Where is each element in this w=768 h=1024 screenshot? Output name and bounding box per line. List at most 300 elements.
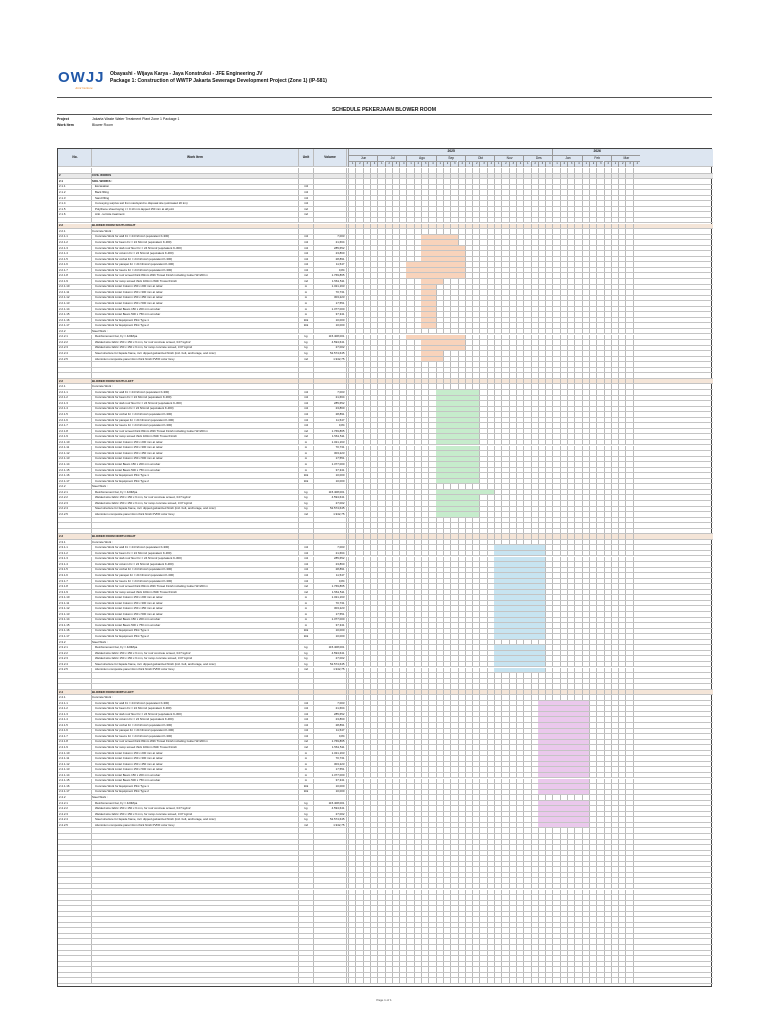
week-line <box>392 668 393 673</box>
week-line <box>582 418 583 423</box>
week-line <box>436 656 437 661</box>
week-line <box>552 268 553 273</box>
week-line <box>487 174 488 179</box>
row-no: 2.2.2.4 <box>58 507 91 512</box>
week-line <box>370 412 371 417</box>
week-line <box>436 601 437 606</box>
week-line <box>625 523 626 528</box>
week-line <box>392 207 393 212</box>
gantt-bar <box>436 390 480 395</box>
row-unit: kg <box>298 501 313 506</box>
gantt-bar <box>538 701 589 706</box>
week-line <box>633 623 634 628</box>
week-line <box>465 662 466 667</box>
week-line <box>465 529 466 534</box>
week-line <box>355 229 356 234</box>
week-line <box>538 396 539 401</box>
week-line <box>406 573 407 578</box>
week-line <box>370 373 371 378</box>
week-line <box>363 196 364 201</box>
week-line <box>348 418 349 423</box>
week-line <box>604 251 605 256</box>
week-line <box>487 484 488 489</box>
week-line <box>443 618 444 623</box>
week-line <box>399 362 400 367</box>
col-line <box>346 196 347 201</box>
week-line <box>552 179 553 184</box>
week-line <box>494 185 495 190</box>
week-line <box>348 229 349 234</box>
week-line <box>604 490 605 495</box>
week-line <box>531 451 532 456</box>
week-line <box>501 540 502 545</box>
week-line <box>516 357 517 362</box>
week-line <box>604 623 605 628</box>
row-work-item <box>91 679 298 684</box>
row-unit <box>298 640 313 645</box>
week-line <box>370 390 371 395</box>
week-line <box>633 629 634 634</box>
week-line <box>516 640 517 645</box>
week-line <box>567 251 568 256</box>
row-unit <box>298 518 313 523</box>
week-line <box>633 351 634 356</box>
week-line <box>428 623 429 628</box>
week-line <box>618 690 619 695</box>
week-line <box>428 179 429 184</box>
week-line <box>472 224 473 229</box>
week-line <box>618 390 619 395</box>
week-line <box>625 512 626 517</box>
week-line <box>633 262 634 267</box>
week-line <box>348 473 349 478</box>
week-line <box>385 296 386 301</box>
week-line <box>516 190 517 195</box>
week-line <box>604 562 605 567</box>
week-line <box>414 634 415 639</box>
row-unit: m <box>298 612 313 617</box>
week-line <box>348 568 349 573</box>
week-line <box>348 429 349 434</box>
week-line <box>436 640 437 645</box>
row-no: 2.2.1.10 <box>58 440 91 445</box>
week-line <box>465 351 466 356</box>
week-line <box>574 507 575 512</box>
week-line <box>633 268 634 273</box>
week-line <box>560 407 561 412</box>
week-line <box>545 540 546 545</box>
week-line <box>516 201 517 206</box>
week-line <box>428 634 429 639</box>
week-line <box>509 679 510 684</box>
week-line <box>472 229 473 234</box>
week-line <box>611 434 612 439</box>
week-line <box>443 551 444 556</box>
week-line <box>392 251 393 256</box>
week-line <box>348 240 349 245</box>
week-line <box>582 679 583 684</box>
col-line <box>346 440 347 445</box>
week-line <box>472 540 473 545</box>
week-line <box>458 224 459 229</box>
week-line <box>567 673 568 678</box>
week-line <box>545 301 546 306</box>
week-line <box>385 290 386 295</box>
week-line <box>406 645 407 650</box>
week-line <box>436 373 437 378</box>
week-line <box>458 545 459 550</box>
week-line <box>618 595 619 600</box>
header-week: 2 <box>501 161 508 167</box>
week-line <box>625 623 626 628</box>
week-line <box>370 606 371 611</box>
col-line <box>346 240 347 245</box>
week-line <box>611 651 612 656</box>
week-line <box>363 457 364 462</box>
week-line <box>611 285 612 290</box>
header-week: 4 <box>516 161 523 167</box>
week-line <box>377 495 378 500</box>
week-line <box>443 174 444 179</box>
week-line <box>348 584 349 589</box>
week-line <box>596 695 597 700</box>
week-line <box>399 407 400 412</box>
week-line <box>348 562 349 567</box>
row-no: 2.3.2.3 <box>58 656 91 661</box>
week-line <box>494 412 495 417</box>
week-line <box>589 229 590 234</box>
week-line <box>377 357 378 362</box>
week-line <box>377 407 378 412</box>
week-line <box>582 401 583 406</box>
week-line <box>545 440 546 445</box>
week-line <box>625 451 626 456</box>
week-line <box>355 595 356 600</box>
row-work-item: Concrete Work Lintel Beam 500 x 750 mm at rebar <box>91 468 298 473</box>
week-line <box>399 251 400 256</box>
week-line <box>355 351 356 356</box>
header-week: 2 <box>385 161 392 167</box>
week-line <box>567 179 568 184</box>
week-line <box>479 495 480 500</box>
week-line <box>472 168 473 173</box>
week-line <box>596 212 597 217</box>
row-no: 2.1.5 <box>58 207 91 212</box>
week-line <box>574 662 575 667</box>
week-line <box>596 185 597 190</box>
week-line <box>611 340 612 345</box>
gantt-bar <box>494 629 545 634</box>
week-line <box>465 168 466 173</box>
row-unit <box>298 484 313 489</box>
col-line <box>346 268 347 273</box>
week-line <box>596 501 597 506</box>
row-no: 2.3.1.2 <box>58 551 91 556</box>
row-volume <box>313 190 346 195</box>
week-line <box>414 207 415 212</box>
week-line <box>618 434 619 439</box>
week-line <box>625 240 626 245</box>
col-line <box>346 518 347 523</box>
week-line <box>618 412 619 417</box>
col-line <box>346 512 347 517</box>
week-line <box>399 307 400 312</box>
week-line <box>618 207 619 212</box>
week-line <box>487 640 488 645</box>
week-line <box>414 656 415 661</box>
gantt-bar <box>494 562 545 567</box>
week-line <box>531 179 532 184</box>
week-line <box>560 318 561 323</box>
week-line <box>574 312 575 317</box>
week-line <box>574 590 575 595</box>
week-line <box>596 551 597 556</box>
week-line <box>589 518 590 523</box>
row-no: 2.3.1.12 <box>58 606 91 611</box>
week-line <box>392 174 393 179</box>
week-line <box>414 551 415 556</box>
week-line <box>392 551 393 556</box>
week-line <box>458 640 459 645</box>
week-line <box>385 540 386 545</box>
week-line <box>611 257 612 262</box>
week-line <box>552 618 553 623</box>
week-line <box>406 224 407 229</box>
week-line <box>618 384 619 389</box>
week-line <box>618 634 619 639</box>
week-line <box>633 634 634 639</box>
week-line <box>421 429 422 434</box>
week-line <box>348 662 349 667</box>
col-line <box>346 179 347 184</box>
week-line <box>625 246 626 251</box>
row-no: 2.3 <box>58 534 91 539</box>
row-work-item: BLOWER ROOM NORTH RIGHT <box>91 534 298 539</box>
week-line <box>545 579 546 584</box>
week-line <box>589 285 590 290</box>
week-line <box>370 440 371 445</box>
week-line <box>523 673 524 678</box>
week-line <box>355 457 356 462</box>
week-line <box>392 168 393 173</box>
week-line <box>625 423 626 428</box>
week-line <box>625 346 626 351</box>
week-line <box>370 701 371 706</box>
row-work-item: Concrete Work for wall Fc = 24 N/mm2 (equivalent K-300) <box>91 701 298 706</box>
week-line <box>611 179 612 184</box>
row-no: 2.2.1.8 <box>58 273 91 278</box>
week-line <box>560 401 561 406</box>
week-line <box>458 296 459 301</box>
col-line <box>346 551 347 556</box>
week-line <box>370 640 371 645</box>
project-line <box>57 117 179 122</box>
week-line <box>625 507 626 512</box>
week-line <box>436 645 437 650</box>
row-unit: kg <box>298 495 313 500</box>
week-line <box>567 312 568 317</box>
week-line <box>443 673 444 678</box>
week-line <box>385 268 386 273</box>
week-line <box>348 301 349 306</box>
week-line <box>458 484 459 489</box>
week-line <box>428 190 429 195</box>
week-line <box>458 229 459 234</box>
week-line <box>596 246 597 251</box>
week-line <box>611 218 612 223</box>
row-unit: m3 <box>298 551 313 556</box>
row-unit: m <box>298 440 313 445</box>
week-line <box>355 473 356 478</box>
week-line <box>399 629 400 634</box>
gantt-bar <box>421 296 436 301</box>
row-unit: m2 <box>298 207 313 212</box>
week-line <box>523 396 524 401</box>
row-unit: m3 <box>298 423 313 428</box>
row-no: 2.2.2 <box>58 484 91 489</box>
week-line <box>567 695 568 700</box>
row-volume: 7,003 <box>313 545 346 550</box>
week-line <box>538 473 539 478</box>
week-line <box>509 401 510 406</box>
week-line <box>377 651 378 656</box>
week-line <box>509 312 510 317</box>
week-line <box>494 640 495 645</box>
week-line <box>377 507 378 512</box>
week-line <box>509 357 510 362</box>
week-line <box>516 179 517 184</box>
week-line <box>458 673 459 678</box>
gantt-bar <box>494 656 545 661</box>
week-line <box>625 551 626 556</box>
week-line <box>428 673 429 678</box>
week-line <box>545 401 546 406</box>
row-no: 2.2.1.13 <box>58 301 91 306</box>
week-line <box>363 418 364 423</box>
row-no: 2.3.1.15 <box>58 623 91 628</box>
col-line <box>346 673 347 678</box>
week-line <box>516 251 517 256</box>
row-work-item: SOIL WORKS : <box>91 179 298 184</box>
week-line <box>458 690 459 695</box>
week-line <box>509 335 510 340</box>
week-line <box>538 534 539 539</box>
week-line <box>625 612 626 617</box>
week-line <box>523 346 524 351</box>
week-line <box>392 396 393 401</box>
week-line <box>552 368 553 373</box>
week-line <box>545 268 546 273</box>
week-line <box>479 301 480 306</box>
week-line <box>363 618 364 623</box>
week-line <box>596 545 597 550</box>
week-line <box>531 384 532 389</box>
week-line <box>531 212 532 217</box>
week-line <box>385 584 386 589</box>
week-line <box>363 368 364 373</box>
header-week: 3 <box>596 161 603 167</box>
week-line <box>399 185 400 190</box>
week-line <box>399 573 400 578</box>
week-line <box>494 507 495 512</box>
week-line <box>421 623 422 628</box>
col-line <box>346 534 347 539</box>
week-line <box>363 262 364 267</box>
week-line <box>479 262 480 267</box>
week-line <box>472 174 473 179</box>
week-line <box>589 323 590 328</box>
week-line <box>406 285 407 290</box>
week-line <box>560 579 561 584</box>
week-line <box>611 240 612 245</box>
week-line <box>538 174 539 179</box>
row-volume <box>313 196 346 201</box>
week-line <box>618 307 619 312</box>
week-line <box>428 490 429 495</box>
week-line <box>545 501 546 506</box>
week-line <box>582 340 583 345</box>
week-line <box>443 290 444 295</box>
week-line <box>538 390 539 395</box>
gantt-bar <box>494 651 545 656</box>
week-line <box>465 690 466 695</box>
week-line <box>567 507 568 512</box>
week-line <box>604 168 605 173</box>
week-line <box>385 174 386 179</box>
week-line <box>487 462 488 467</box>
row-volume: 1.561,511 <box>313 434 346 439</box>
week-line <box>531 301 532 306</box>
week-line <box>472 335 473 340</box>
week-line <box>625 540 626 545</box>
row-volume: 23,860 <box>313 562 346 567</box>
row-unit <box>298 534 313 539</box>
week-line <box>428 684 429 689</box>
week-line <box>377 634 378 639</box>
week-line <box>611 606 612 611</box>
week-line <box>545 606 546 611</box>
row-no: 2.2.1.6 <box>58 418 91 423</box>
week-line <box>479 634 480 639</box>
week-line <box>458 562 459 567</box>
week-line <box>450 523 451 528</box>
week-line <box>582 262 583 267</box>
week-line <box>370 457 371 462</box>
week-line <box>385 579 386 584</box>
header-week: 2 <box>443 161 450 167</box>
week-line <box>567 446 568 451</box>
week-line <box>472 218 473 223</box>
week-line <box>472 523 473 528</box>
week-line <box>589 468 590 473</box>
week-line <box>516 451 517 456</box>
week-line <box>399 384 400 389</box>
week-line <box>567 257 568 262</box>
week-line <box>355 645 356 650</box>
week-line <box>523 512 524 517</box>
week-line <box>450 329 451 334</box>
week-line <box>348 273 349 278</box>
week-line <box>633 401 634 406</box>
week-line <box>355 534 356 539</box>
week-line <box>531 473 532 478</box>
week-line <box>567 590 568 595</box>
week-line <box>604 296 605 301</box>
week-line <box>625 629 626 634</box>
week-line <box>596 224 597 229</box>
col-line <box>346 212 347 217</box>
week-line <box>363 540 364 545</box>
